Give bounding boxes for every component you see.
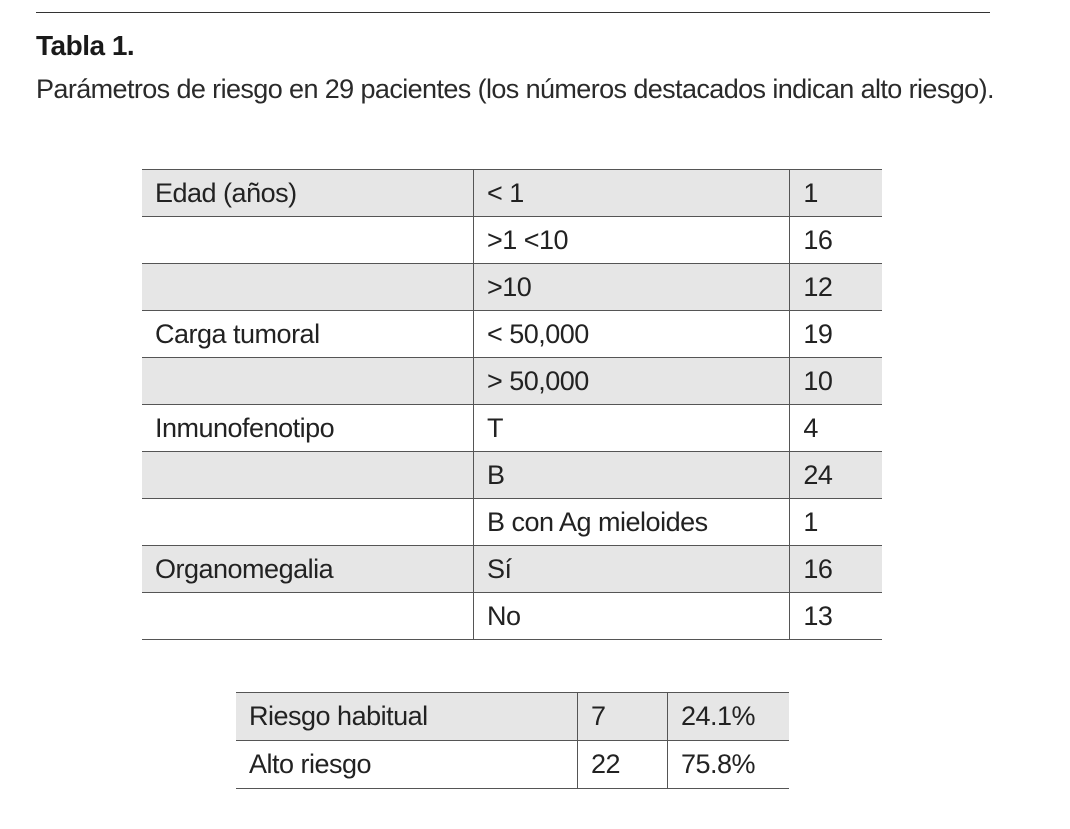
category-cell: T [473, 405, 789, 452]
parameter-cell: Edad (años) [142, 170, 473, 217]
table-row [142, 217, 882, 264]
table-row [142, 358, 882, 405]
count-cell: 12 [790, 264, 882, 311]
table-row [236, 693, 789, 741]
parameter-cell [142, 593, 473, 640]
count-cell: 16 [790, 546, 882, 593]
category-cell: B [473, 452, 789, 499]
category-cell: < 50,000 [473, 311, 789, 358]
table-row [142, 170, 882, 217]
category-cell: > 50,000 [473, 358, 789, 405]
category-cell: Sí [473, 546, 789, 593]
table-label: Tabla 1. [36, 30, 135, 61]
table-row [142, 264, 882, 311]
category-cell: < 1 [473, 170, 789, 217]
parameter-cell [142, 264, 473, 311]
risk-parameters-table [142, 169, 882, 640]
count-cell: 19 [790, 311, 882, 358]
table-row [236, 741, 789, 789]
count-cell: 1 [790, 499, 882, 546]
parameter-cell [142, 217, 473, 264]
count-cell: 1 [790, 170, 882, 217]
risk-percent-cell: 75.8% [668, 741, 790, 789]
risk-count-cell: 22 [578, 741, 668, 789]
parameter-cell [142, 358, 473, 405]
table-row [142, 311, 882, 358]
table-row [142, 499, 882, 546]
table-row [142, 593, 882, 640]
table-row [142, 405, 882, 452]
count-cell: 4 [790, 405, 882, 452]
category-cell: >1 <10 [473, 217, 789, 264]
risk-summary-table [236, 692, 789, 789]
count-cell: 13 [790, 593, 882, 640]
risk-count-cell: 7 [578, 693, 668, 741]
table-caption: Parámetros de riesgo en 29 pacientes (los números destacados indican alto riesgo). [36, 74, 994, 104]
parameter-cell: Organomegalia [142, 546, 473, 593]
parameter-cell: Inmunofenotipo [142, 405, 473, 452]
parameter-cell: Carga tumoral [142, 311, 473, 358]
table-row [142, 452, 882, 499]
parameter-cell [142, 499, 473, 546]
risk-group-cell: Alto riesgo [236, 741, 578, 789]
risk-percent-cell: 24.1% [668, 693, 790, 741]
risk-group-cell: Riesgo habitual [236, 693, 578, 741]
category-cell: B con Ag mieloides [473, 499, 789, 546]
count-cell: 10 [790, 358, 882, 405]
count-cell: 16 [790, 217, 882, 264]
count-cell: 24 [790, 452, 882, 499]
category-cell: >10 [473, 264, 789, 311]
parameter-cell [142, 452, 473, 499]
table-row [142, 546, 882, 593]
category-cell: No [473, 593, 789, 640]
top-rule [36, 12, 990, 13]
